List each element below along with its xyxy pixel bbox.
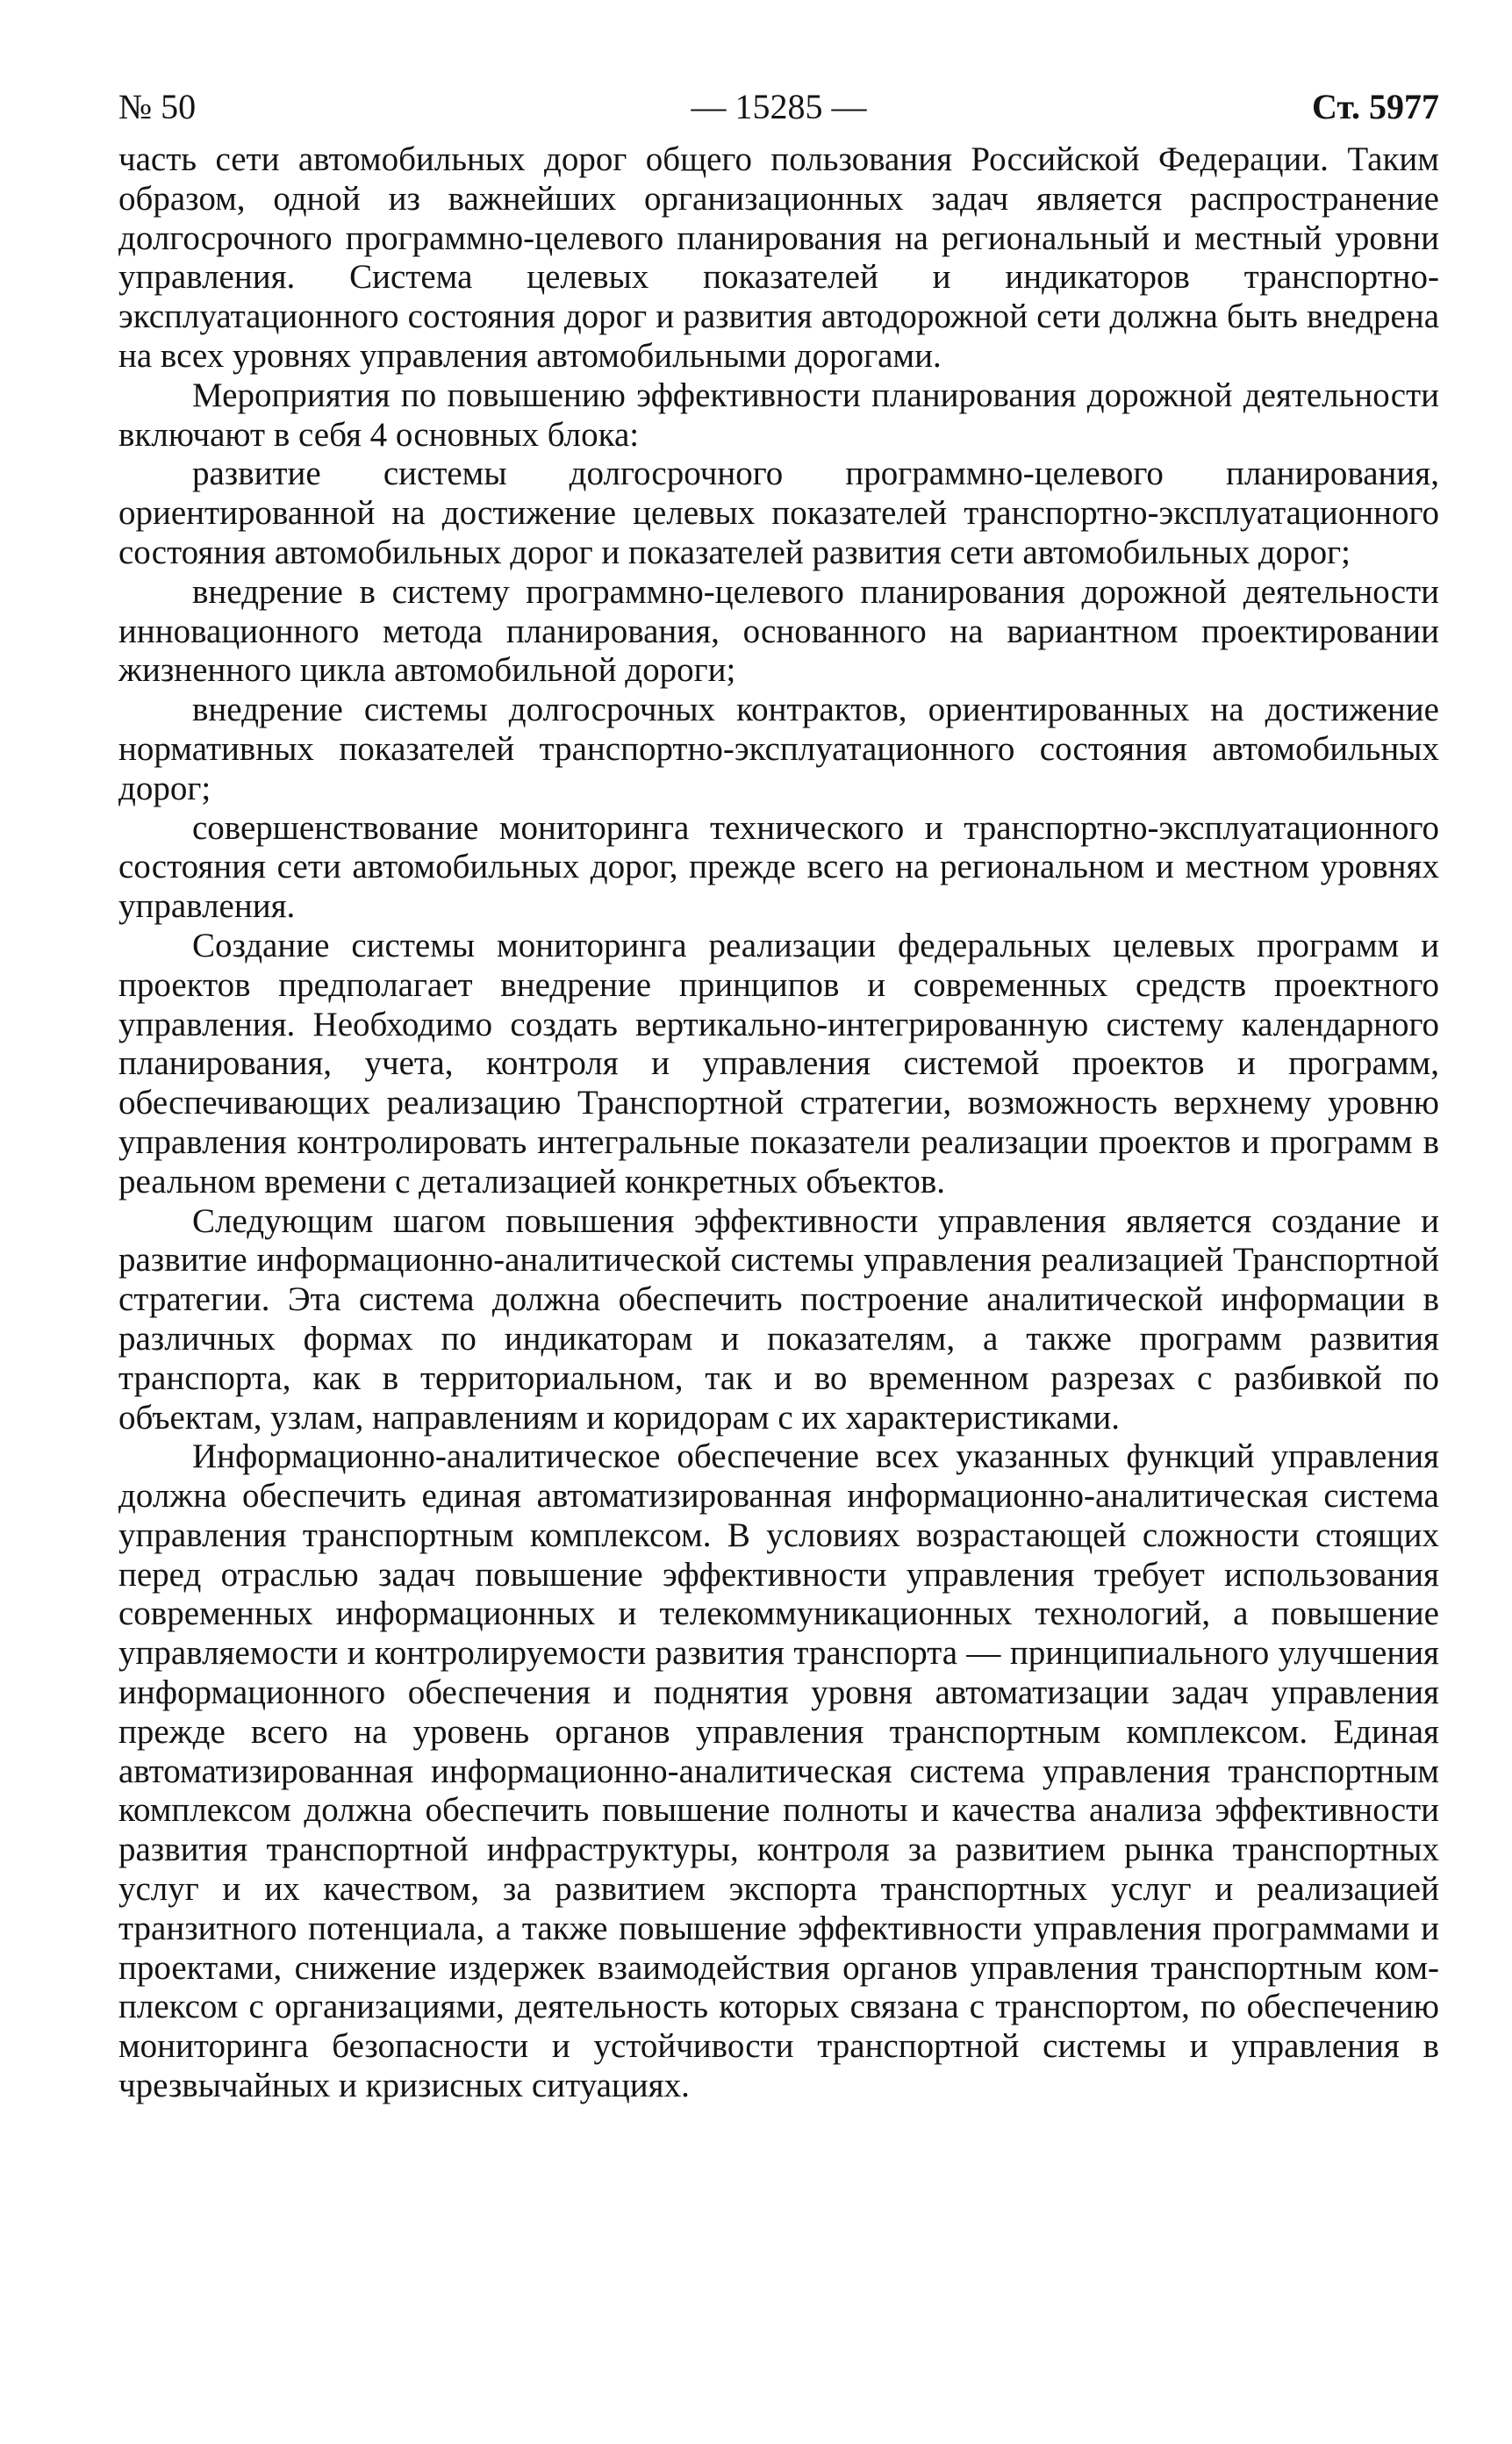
list-item: развитие системы долгосрочного программно-целевого планирования, ориентированной на достижение целевых показателей транспортно-эксплуатационного состояния автомобильных дорог и показателей развития сети автомобильных дорог; — [118, 455, 1439, 571]
list-item: внедрение системы долгосрочных контрактов, ориентированных на достижение нормативных показателей транспортно-эксплуатационного состояния автомобильных дорог; — [118, 691, 1439, 807]
issue-number: № 50 — [118, 87, 197, 126]
list-item: внедрение в систему программно-целевого планирования дорожной деятельности инновационного метода планирования, основанного на вариантном проектировании жизненного цикла автомобильной дороги; — [118, 572, 1439, 690]
page-header — [118, 81, 1439, 133]
paragraph: Следующим шагом повышения эффективности управления является создание и развитие информационно-аналитической системы управления реализацией Транспортной стратегии. Эта система должна обеспечить построение аналитической информации в различных формах по индикаторам и показателям, а также программ развития транспорта, как в территориальном, так и во временном разрезах с разбивкой по объектам, узлам, направлениям и коридорам с их характеристиками. — [118, 1201, 1439, 1437]
document-body — [118, 140, 1439, 2106]
paragraph: Создание системы мониторинга реализации федеральных целевых программ и проектов предполагает внедрение принципов и современных средств проектного управления. Необходимо создать вертикально-интегрированную систему календарного планирования, учета, контроля и управления системой проектов и программ, обеспечивающих реализацию Транспортной стратегии, возможность верхнему уровню управления контролировать интегральные показатели реализации проектов и программ в реальном времени с детализацией конкретных объектов. — [118, 926, 1439, 1200]
paragraph-continuation: часть сети автомобильных дорог общего пользования Российской Федерации. Таким образом, одной из важнейших организационных задач является распространение долгосрочного программно-целевого планирования на региональный и местный уровни управления. Система целевых показателей и индикаторов транспортно-эксплуатационного состояния дорог и развития автодорожной сети должна быть внедрена на всех уровнях управления автомобильными дорогами. — [118, 140, 1439, 375]
paragraph: Информационно-аналитическое обеспечение всех указанных функций управления должна обеспечить единая автоматизированная информационно-аналитическая система управления транспортным комплексом. В условиях возрастающей сложности стоящих перед отраслью задач повышение эффективности управления требует использования современных информационных и телекоммуникационных технологий, а повышение управляемости и контролируемости развития транспорта — принципиального улучшения информационного обеспечения и поднятия уровня автоматизации задач управления прежде всего на уровень органов управления транспортным комплексом. Единая автоматизированная информационно-аналитическая система управления транспортным комплексом должна обеспечить повышение полноты и качества анализа эффективности развития транспортной инфраструктуры, контроля за развитием рынка транспортных услуг и их качеством, за развитием экспорта транспортных услуг и реализацией транзитного потенциала, а также повышение эффективности управления программами и проектами, снижение издержек взаимодействия органов управления транспортным комплексом с организациями, деятельность которых связана с транспортом, по обеспечению мониторинга безопасности и устойчивости транспортной системы и управления в чрезвычайных и кризисных ситуациях. — [118, 1437, 1439, 2105]
page-number: — 15285 — — [691, 87, 867, 126]
list-item: совершенствование мониторинга технического и транспортно-эксплуатационного состояния сети автомобильных дорог, прежде всего на региональном и местном уровнях управления. — [118, 808, 1439, 926]
paragraph: Мероприятия по повышению эффективности планирования дорожной деятельности включают в себя 4 основных блока: — [118, 376, 1439, 454]
document-page — [118, 81, 1439, 2106]
article-number: Ст. 5977 — [1312, 87, 1439, 126]
